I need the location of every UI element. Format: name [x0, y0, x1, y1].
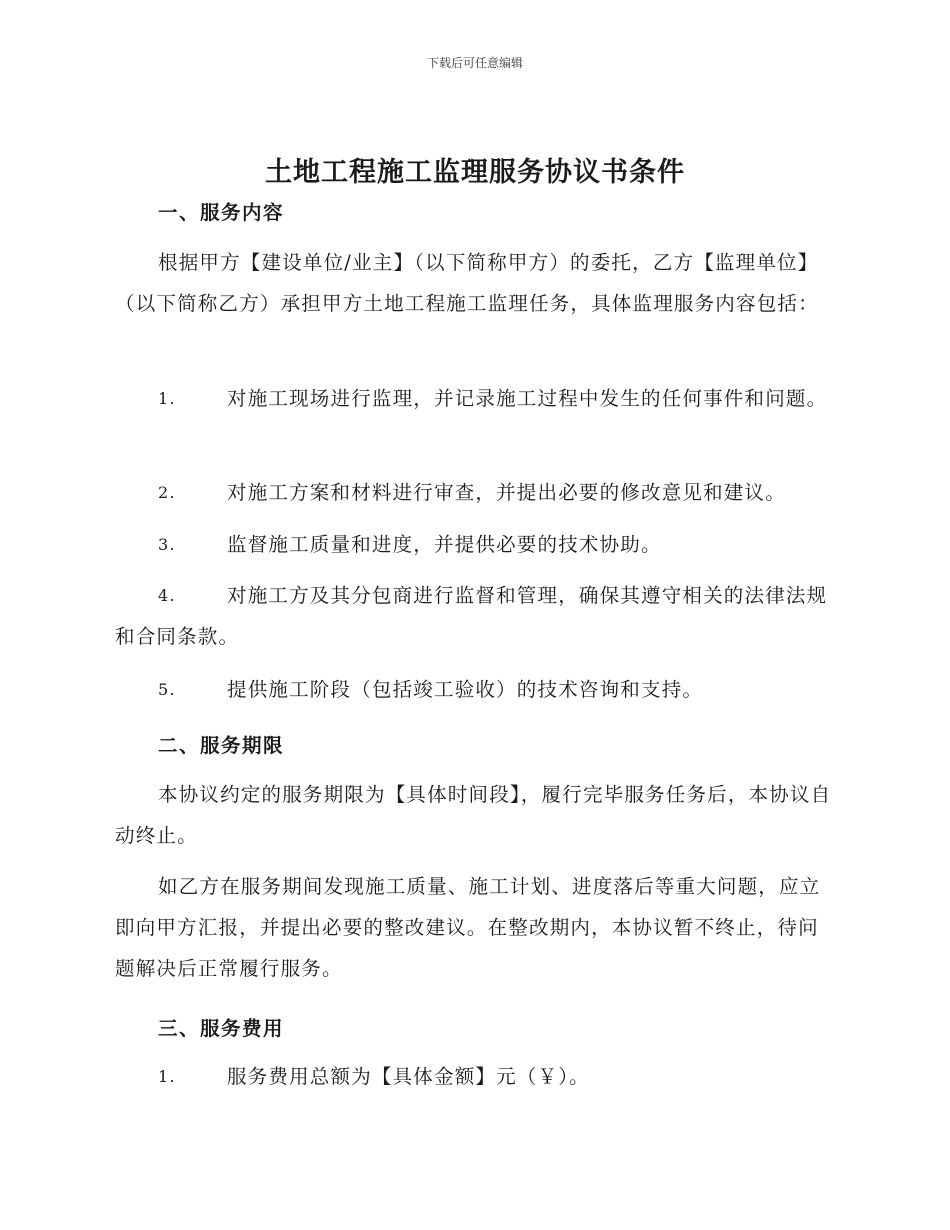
list-item — [115, 524, 835, 565]
list-item-number: 3. — [158, 535, 176, 554]
list-item — [115, 1056, 835, 1097]
list-item — [115, 669, 835, 710]
list-item-text: 提供施工阶段（包括竣工验收）的技术咨询和支持。 — [227, 678, 704, 701]
list-item-text: 监督施工质量和进度，并提供必要的技术协助。 — [227, 533, 662, 556]
list-item-number: 1. — [158, 1067, 176, 1086]
list-item-number: 1. — [158, 389, 176, 408]
list-item — [115, 575, 835, 657]
section-heading-service-fee: 三、服务费用 — [158, 1017, 285, 1040]
list-item-number: 5. — [158, 680, 176, 699]
document-title: 土地工程施工监理服务协议书条件 — [265, 157, 685, 188]
section1-intro: 根据甲方【建设单位/业主】（以下简称甲方）的委托，乙方【监理单位】（以下简称乙方）承担甲方土地工程施工监理任务，具体监理服务内容包括： — [115, 251, 819, 315]
list-item-number: 2. — [158, 483, 176, 502]
list-item-text: 对施工现场进行监理，并记录施工过程中发生的任何事件和问题。 — [227, 387, 828, 410]
section2-para1: 本协议约定的服务期限为【具体时间段】，履行完毕服务任务后，本协议自动终止。 — [115, 783, 832, 847]
section-heading-service-content: 一、服务内容 — [158, 201, 285, 224]
list-item-number: 4. — [158, 586, 176, 605]
list-item-text: 服务费用总额为【具体金额】元（￥）。 — [227, 1065, 590, 1088]
list-item-text: 对施工方案和材料进行审查，并提出必要的修改意见和建议。 — [227, 481, 786, 504]
section-heading-service-period: 二、服务期限 — [158, 734, 285, 757]
list-item — [115, 472, 835, 513]
section2-para2: 如乙方在服务期间发现施工质量、施工计划、进度落后等重大问题，应立即向甲方汇报，并提出必要的整改建议。在整改期内，本协议暂不终止，待问题解决后正常履行服务。 — [115, 875, 821, 980]
list-item — [115, 378, 835, 419]
list-item-text: 对施工方及其分包商进行监督和管理，确保其遵守相关的法律法规和合同条款。 — [115, 584, 828, 648]
header-note: 下载后可任意编辑 — [426, 56, 523, 70]
